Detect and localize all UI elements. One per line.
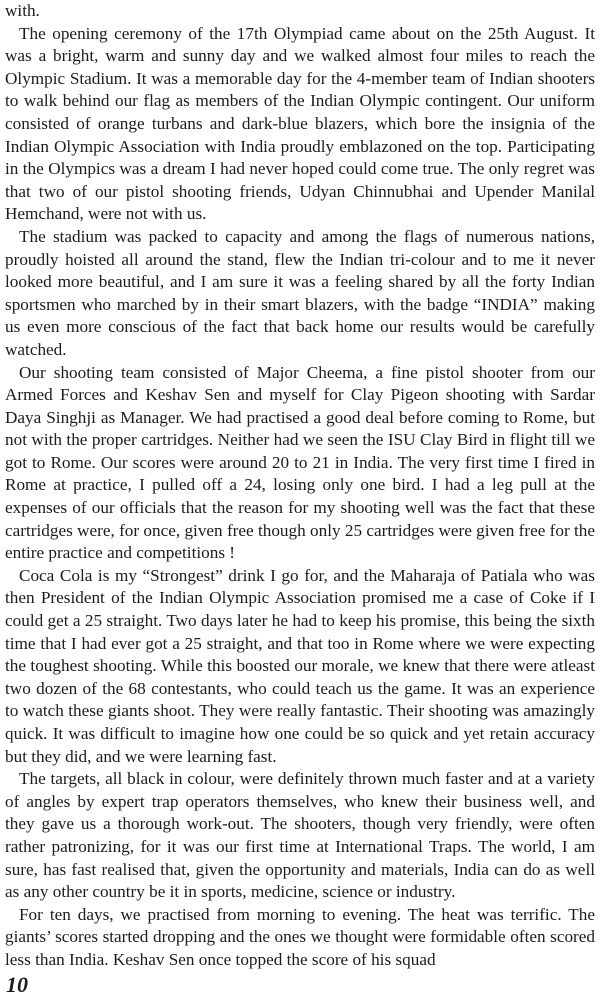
- paragraph-continuation: with.: [5, 1, 40, 20]
- paragraph-shooting-team: Our shooting team consisted of Major Cheema, a fine pistol shooter from our Armed Forces and Keshav Sen and myself for Clay Pigeon shooting with Sardar Daya Singhji as Manager. We had practised a good deal before coming to Rome, but not with the proper cartridges. Neither had we seen the ISU Clay Bird in flight till we got to Rome. Our scores were around 20 to 21 in India. The very first time I fired in Rome at practice, I pulled off a 24, losing only one bird. I had a leg pull at the expenses of our officials that the reason for my shooting well was the fact that these cartridges were, for once, given free though only 25 cartridges were given free for the entire practice and competitions !: [5, 362, 595, 563]
- paragraph-stadium: The stadium was packed to capacity and among the flags of numerous nations, proudly hoisted all around the stand, flew the Indian tri-colour and to me it never looked more beautiful, and I am sure it was a feeling shared by all the forty Indian sportsmen who marched by in their smart blazers, with the badge “INDIA” making us even more conscious of the fact that back home our results would be carefully watched.: [5, 226, 595, 359]
- paragraph-targets: The targets, all black in colour, were definitely thrown much faster and at a variety of angles by expert trap operators themselves, who knew their business well, and they gave us a thorough work-out. The shooters, though very friendly, were often rather patronizing, for it was our first time at International Traps. The world, I am sure, has fast realised that, given the opportunity and materials, India can do as well as any other country be it in sports, medicine, science or industry.: [5, 769, 595, 902]
- paragraph-opening-ceremony: The opening ceremony of the 17th Olympiad came about on the 25th August. It was a bright, warm and sunny day and we walked almost four miles to reach the Olympic Stadium. It was a memorable day for the 4-member team of Indian shooters to walk behind our flag as members of the Indian Olympic contingent. Our uniform consisted of orange turbans and dark-blue blazers, which bore the insignia of the Indian Olympic Association with India proudly emblazoned on the top. Participating in the Olympics was a dream I had never hoped could come true. The only regret was that two of our pistol shooting friends, Udyan Chinnubhai and Upender Manilal Hemchand, were not with us.: [5, 23, 595, 224]
- paragraph-practice: For ten days, we practised from morning to evening. The heat was terrific. The giants’ scores started dropping and the ones we thought were formidable often scored less than India. Keshav Sen once topped the score of his squad: [5, 904, 595, 969]
- page-number: 10: [6, 972, 28, 997]
- body-text: [5, 0, 595, 972]
- paragraph-coca-cola: Coca Cola is my “Strongest” drink I go for, and the Maharaja of Patiala who was then President of the Indian Olympic Association promised me a case of Coke if I could get a 25 straight. Two days later he had to keep his promise, this being the sixth time that I had ever got a 25 straight, and that too in Rome where we were expecting the toughest shooting. While this boosted our morale, we knew that there were atleast two dozen of the 68 contestants, who could teach us the game. It was an experience to watch these giants shoot. They were really fantastic. Their shooting was amazingly quick. It was difficult to imagine how one could be so quick and yet retain accuracy but they did, and we were learning fast.: [5, 565, 595, 766]
